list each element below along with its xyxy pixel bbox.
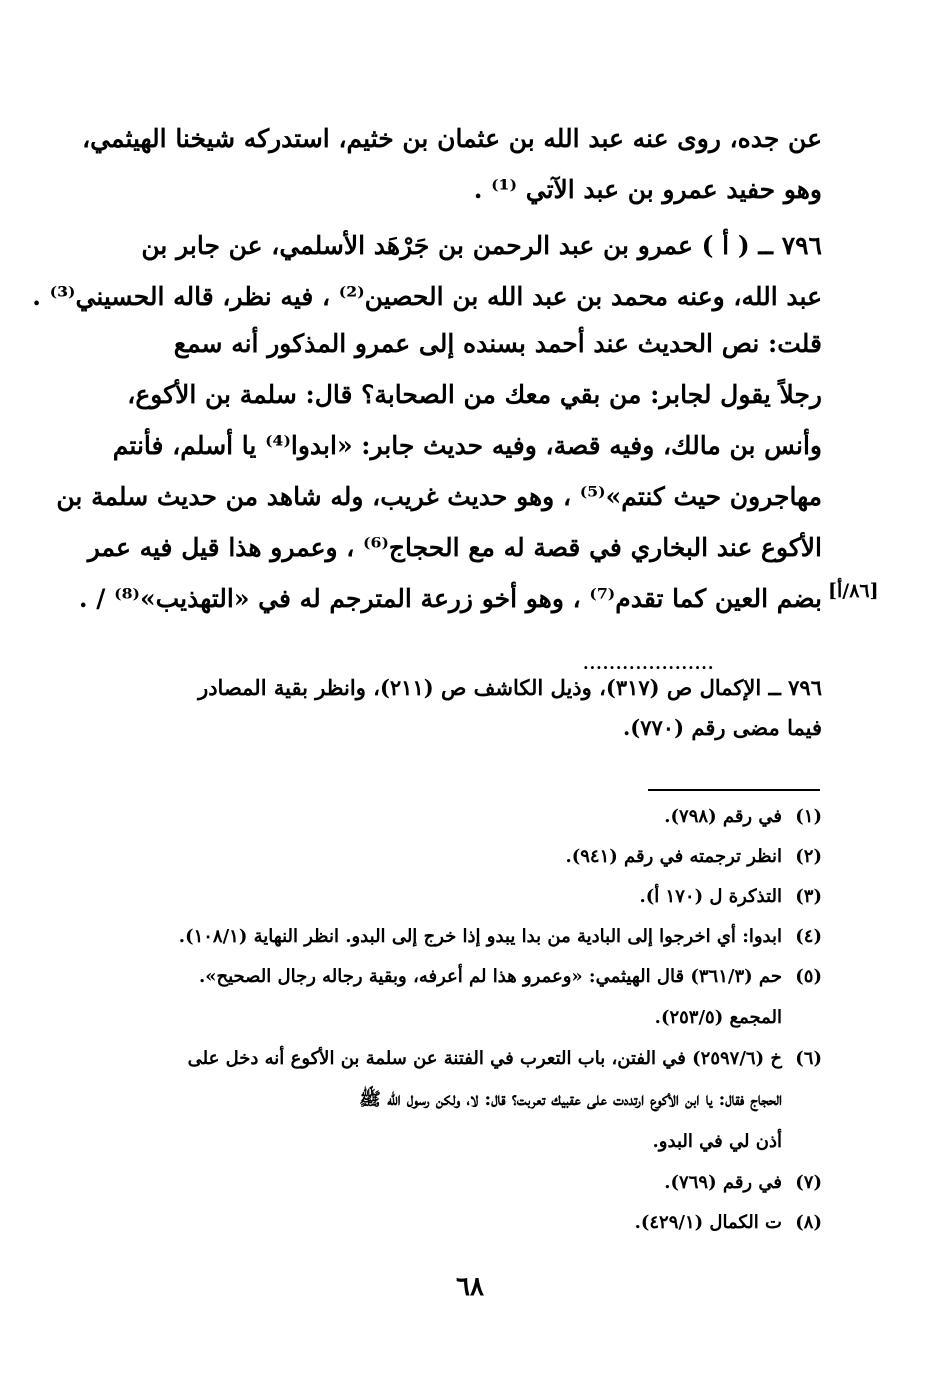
footnote-number: (٢) (795, 846, 822, 867)
footnote-number: (٥) (795, 966, 822, 987)
main-text-line: الأكوع عند البخاري في قصة له مع الحجاج⁽⁶⁾ ، وعمرو هذا قيل فيه عمر (87, 533, 822, 562)
sources-note-line: ٧٩٦ ــ الإكمال ص (٣١٧)، وذيل الكاشف ص (٢١١)، وانظر بقية المصادر (198, 675, 822, 700)
footnote-text: ت الكمال (٤٢٩/١). (634, 1212, 782, 1233)
footnote-text: الحجاج فقال: يا ابن الأكوع ارتددت على عقبيك تعربت؟ قال: لا، ولكن رسول الله ﷺ (359, 1089, 782, 1110)
footnote-text: في رقم (٧٩٨). (664, 806, 782, 827)
footnote-number: (٧) (795, 1172, 822, 1193)
main-text-line: قلت: نص الحديث عند أحمد بسنده إلى عمرو المذكور أنه سمع (173, 329, 822, 358)
footnote (70, 877, 822, 917)
main-text-line: عن جده، روى عنه عبد الله بن عثمان بن خثيم، استدركه شيخنا الهيثمي، (82, 124, 822, 153)
footnote-text: انظر ترجمته في رقم (٩٤١). (565, 846, 782, 867)
footnote (70, 837, 822, 877)
footnote-text: حم (٣٦١/٣) قال الهيثمي: «وعمرو هذا لم أعرفه، وبقية رجاله رجال الصحيح». (198, 966, 782, 987)
sources-note-line: فيما مضى رقم (٧٧٠). (623, 715, 822, 740)
main-text-line: وهو حفيد عمرو بن عبد الآتي ⁽¹⁾ . (473, 175, 822, 204)
footnote-number: (١) (795, 806, 822, 827)
footnote-number: (٦) (795, 1048, 822, 1069)
main-text-line: وأنس بن مالك، وفيه قصة، وفيه حديث جابر: «ابدوا⁽⁴⁾ يا أسلم، فأنتم (112, 431, 822, 460)
footnote-number: (٣) (795, 886, 822, 907)
footnote-text: أذن لي في البدو. (652, 1131, 782, 1152)
footnote (70, 957, 822, 1039)
main-text-line: مهاجرون حيث كنتم»⁽⁵⁾ ، وهو حديث غريب، وله شاهد من حديث سلمة بن (56, 482, 822, 511)
footnote-divider (648, 789, 820, 791)
sources-note (70, 668, 822, 748)
footnotes (70, 797, 822, 1243)
separator-dots: .................... (583, 654, 715, 673)
footnote-text: في رقم (٧٦٩). (664, 1172, 782, 1193)
footnote (70, 797, 822, 837)
main-text (70, 113, 822, 215)
commentary-paragraph (56, 318, 822, 624)
page-number: ٦٨ (456, 1272, 484, 1302)
footnote-text: المجمع (٢٥٣/٥). (654, 1007, 782, 1028)
footnote (70, 1039, 822, 1163)
footnote-number: (٤) (795, 926, 822, 947)
footnote (70, 917, 822, 957)
main-text-line: عبد الله، وعنه محمد بن عبد الله بن الحصين⁽²⁾ ، فيه نظر، قاله الحسيني⁽³⁾ . (32, 282, 822, 311)
footnote-number: (٨) (795, 1212, 822, 1233)
footnote-text: ابدوا: أي اخرجوا إلى البادية من بدا يبدو إذا خرج إلى البدو. انظر النهاية (١٠٨/١). (178, 926, 782, 947)
main-text-line: رجلاً يقول لجابر: من بقي معك من الصحابة؟ قال: سلمة بن الأكوع، (127, 380, 822, 409)
footnote (70, 1203, 822, 1243)
entry-796 (32, 220, 822, 322)
main-text-line: بضم العين كما تقدم⁽⁷⁾ ، وهو أخو زرعة المترجم له في «التهذيب»⁽⁸⁾ / . (78, 584, 822, 613)
footnote-text: خ (٢٥٩٧/٦) في الفتن، باب التعرب في الفتنة عن سلمة بن الأكوع أنه دخل على (187, 1048, 782, 1069)
main-text-line: ٧٩٦ ــ ( أ ) عمرو بن عبد الرحمن بن جَرْهَد الأسلمي، عن جابر بن (141, 231, 822, 260)
footnote (70, 1163, 822, 1203)
manuscript-folio-reference: [٨٦/أ] (828, 580, 879, 602)
footnote-text: التذكرة ل (١٧٠ أ). (639, 886, 782, 907)
